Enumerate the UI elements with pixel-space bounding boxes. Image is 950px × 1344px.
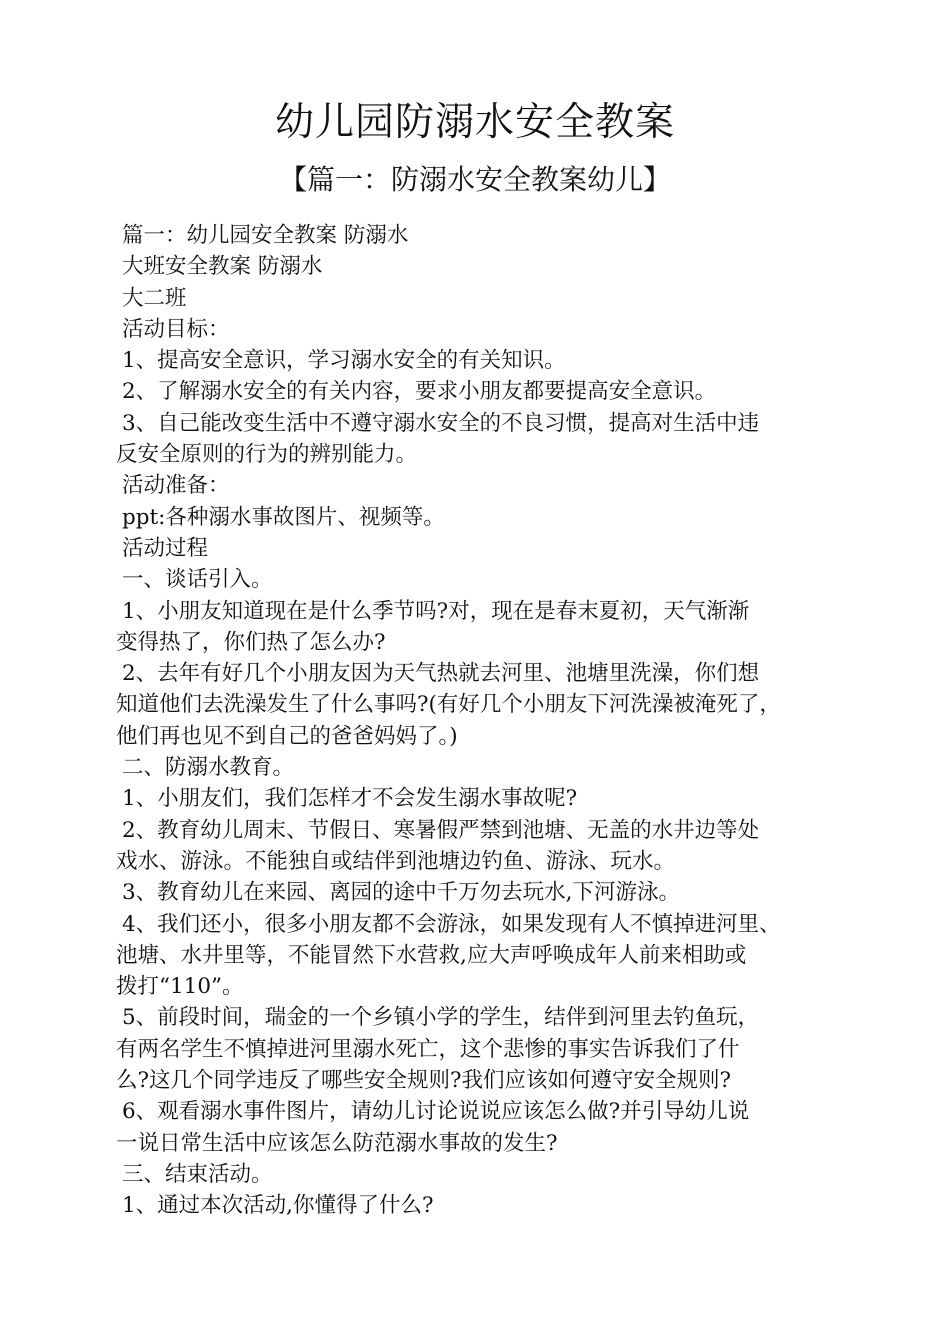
document-subtitle: 【篇一：防溺水安全教案幼儿】 [278, 163, 671, 196]
text-line: 2、去年有好几个小朋友因为天气热就去河里、池塘里洗澡，你们想 [122, 661, 760, 687]
text-line: 拨打“110”。 [116, 974, 244, 1000]
text-line: 1、小朋友们，我们怎样才不会发生溺水事故呢? [122, 786, 578, 812]
text-line: 一、谈话引入。 [122, 567, 273, 593]
text-line: 二、防溺水教育。 [122, 755, 295, 781]
text-line: 活动过程 [122, 535, 209, 561]
text-line: 5、前段时间，瑞金的一个乡镇小学的学生，结伴到河里去钓鱼玩， [122, 1005, 760, 1031]
text-line: 活动目标： [122, 316, 230, 342]
text-line: 4、我们还小，很多小朋友都不会游泳，如果发现有人不慎掉进河里、 [122, 911, 781, 937]
text-line: 反安全原则的行为的辨别能力。 [116, 442, 418, 468]
text-line: 2、教育幼儿周末、节假日、寒暑假严禁到池塘、无盖的水井边等处 [122, 817, 760, 843]
text-line: 有两名学生不慎掉进河里溺水死亡，这个悲惨的事实告诉我们了什 [116, 1036, 740, 1062]
text-line: 3、自己能改变生活中不遵守溺水安全的不良习惯，提高对生活中违 [122, 410, 760, 436]
text-line: 戏水、游泳。不能独自或结伴到池塘边钓鱼、游泳、玩水。 [116, 848, 676, 874]
text-line: 1、通过本次活动,你懂得了什么? [122, 1193, 434, 1219]
text-line: 池塘、水井里等，不能冒然下水营救,应大声呼唤成年人前来相助或 [116, 942, 747, 968]
document-title: 幼儿园防溺水安全教案 [274, 100, 675, 145]
text-line: 变得热了，你们热了怎么办? [116, 629, 386, 655]
text-line: 大二班 [122, 285, 187, 311]
document-body [116, 220, 846, 1222]
text-line: 活动准备： [122, 473, 230, 499]
text-line: 一说日常生活中应该怎么防范溺水事故的发生? [116, 1130, 558, 1156]
text-line: 2、了解溺水安全的有关内容，要求小朋友都要提高安全意识。 [122, 379, 717, 405]
text-line: 他们再也见不到自己的爸爸妈妈了。) [116, 723, 458, 749]
text-line: 么?这几个同学违反了哪些安全规则?我们应该如何遵守安全规则? [116, 1068, 732, 1094]
text-line: 篇一：幼儿园安全教案 防溺水 [122, 223, 409, 248]
text-line: 1、小朋友知道现在是什么季节吗?对，现在是春末夏初，天气渐渐 [122, 598, 750, 624]
text-line: 大班安全教案 防溺水 [122, 254, 323, 280]
text-line: 三、结束活动。 [122, 1161, 273, 1187]
text-line: 3、教育幼儿在来园、离园的途中千万勿去玩水,下河游泳。 [122, 880, 681, 906]
text-line: 6、观看溺水事件图片，请幼儿讨论说说应该怎么做?并引导幼儿说 [122, 1099, 750, 1125]
text-line: 知道他们去洗澡发生了什么事吗?(有好几个小朋友下河洗澡被淹死了， [116, 692, 781, 718]
text-line: ppt:各种溺水事故图片、视频等。 [122, 504, 445, 530]
text-line: 1、提高安全意识，学习溺水安全的有关知识。 [122, 348, 566, 374]
